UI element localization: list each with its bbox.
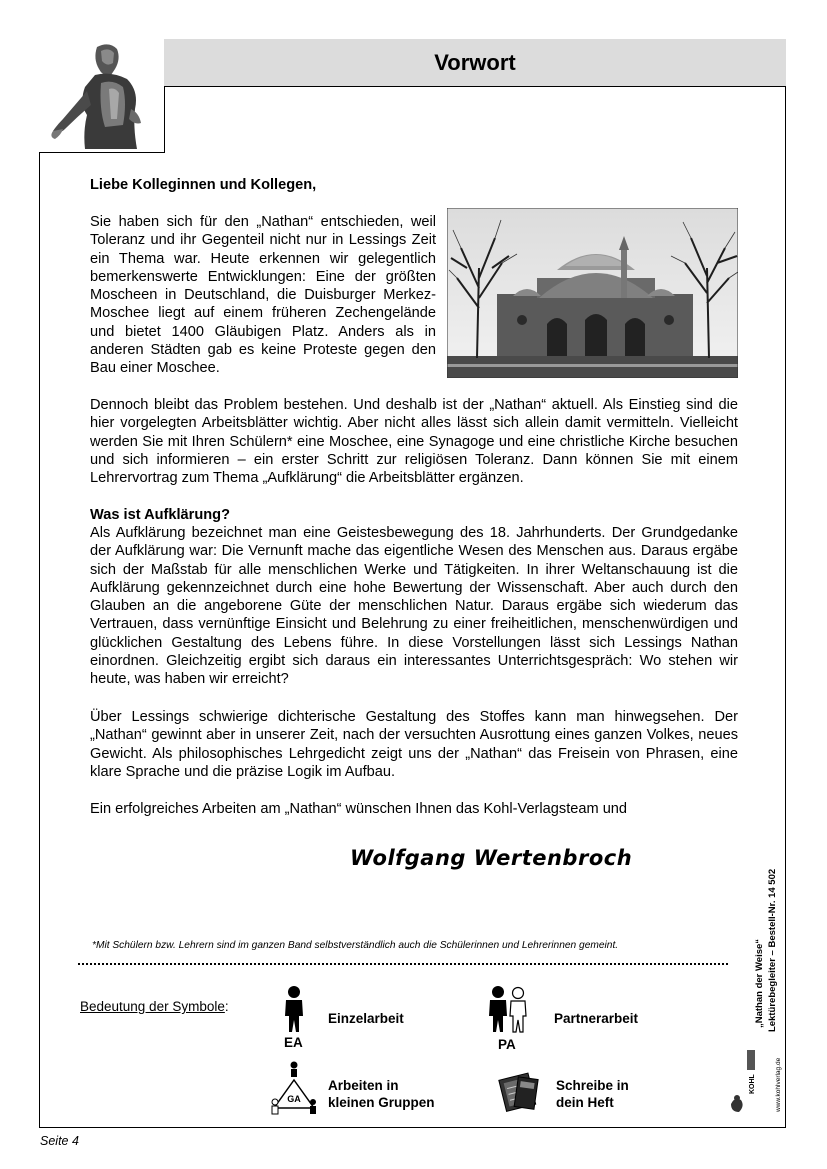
paragraph-4: Ein erfolgreiches Arbeiten am „Nathan“ wünschen Ihnen das Kohl-Verlagsteam und	[90, 801, 628, 817]
intro-paragraph: Sie haben sich für den „Nathan“ entschieden, weil Toleranz und ihr Gegenteil nicht nur in Lessings Zeit ein Thema war. Heute erkennen wir gelegentlich bemerkenswerte Entwicklungen: Eine der größten Moscheen in Deutschland, die Duisburger Merkez-Moschee liegt auf einem früheren Zechengelände und bietet 1400 Gläubigen Platz. Anders als in anderen Städten gab es keine Proteste gegen den Bau einer Moschee.	[90, 214, 436, 377]
statue-image	[39, 39, 165, 153]
greeting: Liebe Kolleginnen und Kollegen,	[90, 177, 317, 193]
gruppe-label-line2: kleinen Gruppen	[328, 1095, 435, 1110]
notebook-icon	[496, 1070, 540, 1112]
group-icon	[268, 1060, 320, 1116]
signature: Wolfgang Wertenbroch	[350, 846, 633, 870]
heft-label	[556, 1077, 629, 1111]
ga-abbr: GA	[287, 1094, 301, 1104]
section-heading: Was ist Aufklärung?	[90, 507, 231, 523]
title-bar	[164, 39, 786, 87]
single-person-icon	[282, 984, 306, 1034]
partnerarbeit-label: Partnerarbeit	[554, 1011, 639, 1026]
page-title: Vorwort	[434, 49, 516, 75]
page-number: Seite 4	[40, 1134, 79, 1148]
symbols-title-text: Bedeutung der Symbole	[80, 999, 225, 1014]
dotted-divider	[78, 963, 728, 965]
einzelarbeit-label: Einzelarbeit	[328, 1011, 404, 1026]
symbols-title-suffix: :	[224, 999, 229, 1014]
gruppe-label	[328, 1077, 435, 1111]
paragraph-2: Als Aufklärung bezeichnet man eine Geistesbewegung des 18. Jahrhunderts. Der Grundgedanke der Aufklärung war: Die Vernunft mache das eigentliche Wesen des Menschen aus. Daraus ergäbe sich der Maßstab für alle menschlichen Werke und Tätigkeiten. In ihrer Weltanschauung ist die Aufklärung gekennzeichnet durch eine hohe Bewertung der Wissenschaft. Aber auch durch den Glauben an die angeborene Güte der menschlichen Natur. Daraus ergäbe sich wiederum das Vertrauen, dass vernünftige Einsicht und Belehrung zu einer freiheitlichen, menschenwürdigen und glücklichen Gestaltung des Lebens führe. In diese Vorstellungen lässt sich Lessings Nathan einordnen. Gleichzeitig ergibt sich daraus ein interessantes Unterrichtsgespräch: Wo stehen wir heute, was haben wir erreicht?	[90, 525, 738, 688]
pa-abbr: PA	[498, 1037, 516, 1052]
mosque-photo	[447, 208, 738, 378]
heft-label-line2: dein Heft	[556, 1095, 614, 1110]
paragraph-3: Über Lessings schwierige dichterische Gestaltung des Stoffes kann man hinwegsehen. Der „Nathan“ gewinnt aber in unserer Zeit, nach der versuchten Ausrottung eines ganzen Volkes, neues Gewicht. Als philosophisches Lehrgedicht zeigt uns der „Nathan“ das Freisein von Phrasen, eine klare Sprache und die präzise Logik im Aufbau.	[90, 709, 738, 780]
publisher-url: www.kohlverlag.de	[775, 1057, 782, 1112]
paragraph-1: Dennoch bleibt das Problem bestehen. Und deshalb ist der „Nathan“ aktuell. Als Einstieg sind die hier vorgelegten Arbeitsblätter wichtig. Aber nicht alles lässt sich allein damit vermitteln. Vielleicht werden Sie mit Ihren Schülern* eine Moschee, eine Synagoge und eine christliche Kirche besuchen und sich informieren – ein erster Schritt zur religiösen Toleranz. Dann können Sie mit einem Lehrervortrag zum Thema „Aufklärung“ die Arbeitsblätter ergänzen.	[90, 397, 738, 487]
ea-abbr: EA	[284, 1035, 303, 1050]
sidebar-line1: „Nathan der Weise“	[754, 938, 765, 1028]
symbols-title	[80, 999, 229, 1014]
heft-label-line1: Schreibe in	[556, 1078, 629, 1093]
pair-icon	[486, 984, 530, 1034]
footnote: *Mit Schülern bzw. Lehrern sind im ganzen Band selbstverständlich auch die Schülerinnen und Lehrerinnen gemeint.	[92, 940, 619, 951]
sidebar-line2: Lektürebegleiter – Bestell-Nr. 14 502	[767, 868, 778, 1032]
kohl-logo-text: KOHL	[749, 1074, 756, 1094]
kohl-logo	[727, 1046, 757, 1114]
gruppe-label-line1: Arbeiten in	[328, 1078, 399, 1093]
